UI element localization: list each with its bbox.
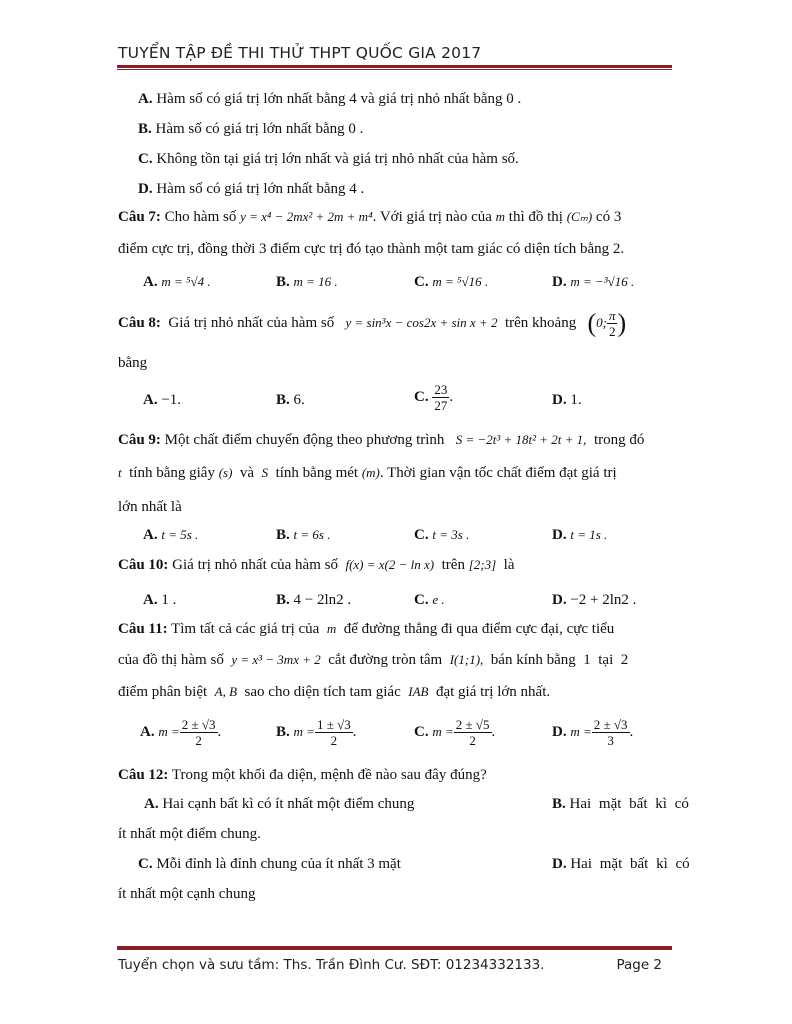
- q7-option-a: A. m = ⁵√4 .: [143, 274, 211, 290]
- q9-stem: Câu 9: Một chất điểm chuyển động theo phương trình S = −2t³ + 18t² + 2t + 1, trong đó: [118, 432, 645, 448]
- prev-option-a: A. Hàm số có giá trị lớn nhất bằng 4 và giá trị nhỏ nhất bằng 0 .: [138, 91, 522, 107]
- q8-option-c: C. $\frac{23}{27}$ .: [414, 382, 454, 413]
- header-rule: [117, 65, 672, 70]
- q11-option-c: C. m = $\frac{2 \pm √5}{2}$ .: [414, 717, 496, 748]
- q8-stem: Câu 8: Giá trị nhỏ nhất của hàm số y = sin³x − cos2x + sin x + 2 trên khoảng (0; $\frac{\pi}{2}$ ): [118, 308, 627, 340]
- q9-option-d: D. t = 1s .: [552, 527, 608, 543]
- q9-option-b: B. t = 6s .: [276, 527, 331, 543]
- q10-option-c: C. e .: [414, 592, 445, 608]
- page-footer: [118, 957, 662, 973]
- q12-stem: Câu 12: Trong một khối đa diện, mệnh đề nào sau đây đúng?: [118, 767, 487, 783]
- q12-option-d-cont: ít nhất một cạnh chung: [118, 886, 256, 902]
- q11-stem: Câu 11: Tìm tất cả các giá trị của m để đường thẳng đi qua điểm cực đại, cực tiểu: [118, 621, 615, 637]
- prev-option-c: C. Không tồn tại giá trị lớn nhất và giá trị nhỏ nhất của hàm số.: [138, 151, 519, 167]
- q8-option-a: A. −1.: [143, 392, 182, 408]
- q7-option-d: D. m = −³√16 .: [552, 274, 635, 290]
- q7-stem-line2: điểm cực trị, đồng thời 3 điểm cực trị đó tạo thành một tam giác có diện tích bằng 2.: [118, 241, 625, 257]
- q11-options: [0, 717, 792, 757]
- q11-option-b: B. m = $\frac{1 \pm √3}{2}$ .: [276, 717, 357, 748]
- q8-option-d: D. 1.: [552, 392, 582, 408]
- footer-rule: [117, 945, 672, 950]
- q9-option-a: A. t = 5s .: [143, 527, 199, 543]
- page-number: Page 2: [616, 957, 662, 973]
- q9-stem-line3: lớn nhất là: [118, 499, 182, 515]
- prev-option-d: D. Hàm số có giá trị lớn nhất bằng 4 .: [138, 181, 365, 197]
- q7-option-b: B. m = 16 .: [276, 274, 338, 290]
- q11-option-d: D. m = $\frac{2 \pm √3}{3}$ .: [552, 717, 634, 748]
- q12-option-c: C. Mỗi đỉnh là đỉnh chung của ít nhất 3 mặt: [138, 856, 401, 872]
- q10-option-b: B. 4 − 2ln2 .: [276, 592, 352, 608]
- q7-stem: Câu 7: Cho hàm số y = x⁴ − 2mx² + 2m + m⁴. Với giá trị nào của m thì đồ thị (Cₘ) có 3: [118, 209, 622, 225]
- footer-credit: Tuyển chọn và sưu tầm: Ths. Trần Đình Cư. SĐT: 01234332133.: [118, 957, 545, 973]
- q12-option-d: D. Hai mặt bất kì có: [552, 856, 690, 872]
- q10-option-d: D. −2 + 2ln2 .: [552, 592, 637, 608]
- q11-option-a: A. m = $\frac{2 \pm √3}{2}$ .: [140, 717, 222, 748]
- q10-option-a: A. 1 .: [143, 592, 177, 608]
- q12-option-b-cont: ít nhất một điểm chung.: [118, 826, 261, 842]
- q9-option-c: C. t = 3s .: [414, 527, 470, 543]
- q9-stem-line2: t tính bằng giây (s) và S tính bằng mét (m). Thời gian vận tốc chất điểm đạt giá trị: [118, 465, 617, 481]
- prev-option-b: B. Hàm số có giá trị lớn nhất bằng 0 .: [138, 121, 364, 137]
- q12-option-b: B. Hai mặt bất kì có: [552, 796, 689, 812]
- q7-option-c: C. m = ⁵√16 .: [414, 274, 489, 290]
- page-header: TUYỂN TẬP ĐỀ THI THỬ THPT QUỐC GIA 2017: [118, 44, 482, 62]
- q8-option-b: B. 6.: [276, 392, 305, 408]
- q11-stem-line3: điểm phân biệt A, B sao cho diện tích tam giác IAB đạt giá trị lớn nhất.: [118, 684, 551, 700]
- q12-option-a: A. Hai cạnh bất kì có ít nhất một điểm chung: [144, 796, 415, 812]
- q11-stem-line2: của đồ thị hàm số y = x³ − 3mx + 2 cắt đường tròn tâm I(1;1), bán kính bằng 1 tại 2: [118, 652, 629, 668]
- q8-stem-line2: bằng: [118, 355, 148, 371]
- q10-stem: Câu 10: Giá trị nhỏ nhất của hàm số f(x) = x(2 − ln x) trên [2;3] là: [118, 557, 515, 573]
